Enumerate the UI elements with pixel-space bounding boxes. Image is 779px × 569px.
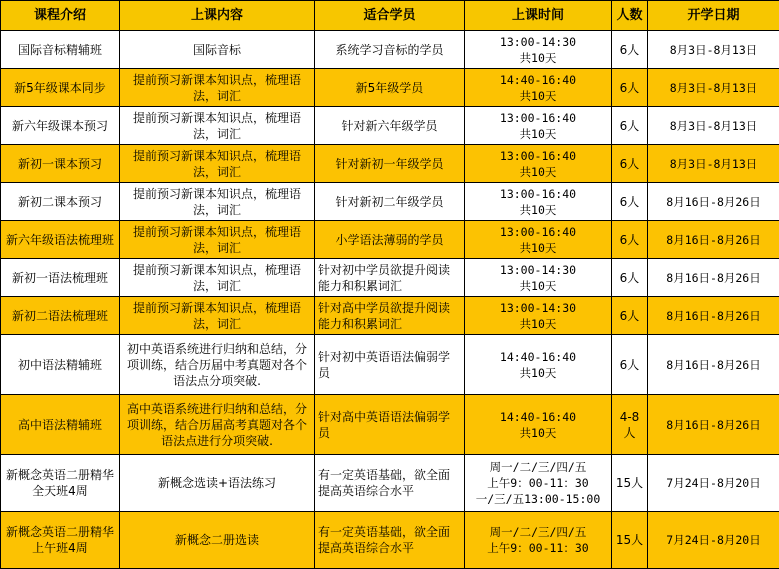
time-line: 13:00-16:40 <box>468 110 608 126</box>
table-row <box>1 31 779 69</box>
size-cell: 15人 <box>612 512 648 569</box>
date-cell: 8月16日-8月26日 <box>648 183 779 221</box>
time-cell <box>465 183 612 221</box>
size-cell: 6人 <box>612 145 648 183</box>
date-cell: 8月16日-8月26日 <box>648 259 779 297</box>
date-cell: 8月16日-8月26日 <box>648 221 779 259</box>
time-line: 14:40-16:40 <box>468 72 608 88</box>
content-cell: 提前预习新课本知识点，梳理语法，词汇 <box>120 107 315 145</box>
time-line: 14:40-16:40 <box>468 349 608 365</box>
course-cell: 高中语法精辅班 <box>1 395 120 455</box>
time-line: 周一/二/三/四/五 <box>468 459 608 475</box>
table-row <box>1 69 779 107</box>
date-cell: 8月3日-8月13日 <box>648 69 779 107</box>
date-cell: 8月3日-8月13日 <box>648 145 779 183</box>
size-cell: 6人 <box>612 259 648 297</box>
course-cell: 新5年级课本同步 <box>1 69 120 107</box>
table-row <box>1 107 779 145</box>
course-cell: 新初一语法梳理班 <box>1 259 120 297</box>
content-cell: 提前预习新课本知识点，梳理语法，词汇 <box>120 183 315 221</box>
date-cell: 7月24日-8月20日 <box>648 512 779 569</box>
time-cell <box>465 31 612 69</box>
time-line: 共10天 <box>468 365 608 381</box>
table-row <box>1 512 779 569</box>
header-students: 适合学员 <box>315 1 465 31</box>
time-line: 共10天 <box>468 164 608 180</box>
time-line: 共10天 <box>468 278 608 294</box>
date-cell: 8月16日-8月26日 <box>648 395 779 455</box>
time-cell <box>465 512 612 569</box>
table-row <box>1 335 779 395</box>
time-line: 上午9：00-11：30 <box>468 475 608 491</box>
time-line: 共10天 <box>468 425 608 441</box>
size-cell: 15人 <box>612 455 648 512</box>
content-cell: 高中英语系统进行归纳和总结，分项训练，结合历届高考真题对各个语法点进行分项突破. <box>120 395 315 455</box>
time-line: 13:00-16:40 <box>468 148 608 164</box>
size-cell: 4-8人 <box>612 395 648 455</box>
time-line: 13:00-14:30 <box>468 34 608 50</box>
date-cell: 8月16日-8月26日 <box>648 297 779 335</box>
size-cell: 6人 <box>612 183 648 221</box>
time-line: 周一/二/三/四/五 <box>468 524 608 540</box>
course-cell: 新初二课本预习 <box>1 183 120 221</box>
content-cell: 提前预习新课本知识点，梳理语法，词汇 <box>120 145 315 183</box>
time-line: 共10天 <box>468 316 608 332</box>
content-cell: 国际音标 <box>120 31 315 69</box>
time-line: 共10天 <box>468 126 608 142</box>
time-line: 共10天 <box>468 202 608 218</box>
time-line: 上午9：00-11：30 <box>468 540 608 556</box>
students-cell: 针对新六年级学员 <box>315 107 465 145</box>
content-cell: 新概念选读+语法练习 <box>120 455 315 512</box>
time-line: 13:00-16:40 <box>468 224 608 240</box>
content-cell: 提前预习新课本知识点，梳理语法，词汇 <box>120 69 315 107</box>
table-row <box>1 259 779 297</box>
time-line: 13:00-14:30 <box>468 300 608 316</box>
time-cell <box>465 221 612 259</box>
table-row <box>1 455 779 512</box>
date-cell: 7月24日-8月20日 <box>648 455 779 512</box>
size-cell: 6人 <box>612 107 648 145</box>
time-cell <box>465 335 612 395</box>
students-cell: 小学语法薄弱的学员 <box>315 221 465 259</box>
course-cell: 新六年级课本预习 <box>1 107 120 145</box>
students-cell: 针对初中学员欲提升阅读能力和积累词汇 <box>315 259 465 297</box>
table-row <box>1 145 779 183</box>
time-line: 共10天 <box>468 50 608 66</box>
time-cell <box>465 455 612 512</box>
course-cell: 新初二语法梳理班 <box>1 297 120 335</box>
content-cell: 提前预习新课本知识点，梳理语法，词汇 <box>120 221 315 259</box>
header-date: 开学日期 <box>648 1 779 31</box>
table-row <box>1 297 779 335</box>
students-cell: 有一定英语基础，欲全面提高英语综合水平 <box>315 512 465 569</box>
date-cell: 8月3日-8月13日 <box>648 31 779 69</box>
header-course: 课程介绍 <box>1 1 120 31</box>
size-cell: 6人 <box>612 69 648 107</box>
size-cell: 6人 <box>612 221 648 259</box>
content-cell: 提前预习新课本知识点，梳理语法，词汇 <box>120 297 315 335</box>
course-cell: 新概念英语二册精华全天班4周 <box>1 455 120 512</box>
content-cell: 新概念二册选读 <box>120 512 315 569</box>
course-cell: 新六年级语法梳理班 <box>1 221 120 259</box>
size-cell: 6人 <box>612 335 648 395</box>
time-cell <box>465 395 612 455</box>
table-row <box>1 395 779 455</box>
time-cell <box>465 69 612 107</box>
students-cell: 新5年级学员 <box>315 69 465 107</box>
header-row <box>1 1 779 31</box>
students-cell: 针对新初二年级学员 <box>315 183 465 221</box>
course-cell: 国际音标精辅班 <box>1 31 120 69</box>
students-cell: 针对高中学员欲提升阅读能力和积累词汇 <box>315 297 465 335</box>
students-cell: 针对高中英语语法偏弱学员 <box>315 395 465 455</box>
time-cell <box>465 297 612 335</box>
size-cell: 6人 <box>612 297 648 335</box>
content-cell: 提前预习新课本知识点，梳理语法，词汇 <box>120 259 315 297</box>
size-cell: 6人 <box>612 31 648 69</box>
students-cell: 针对初中英语语法偏弱学员 <box>315 335 465 395</box>
header-size: 人数 <box>612 1 648 31</box>
time-line: 共10天 <box>468 88 608 104</box>
time-line: 14:40-16:40 <box>468 409 608 425</box>
time-line: 一/三/五13:00-15:00 <box>468 491 608 507</box>
table-row <box>1 183 779 221</box>
course-cell: 新概念英语二册精华上午班4周 <box>1 512 120 569</box>
students-cell: 针对新初一年级学员 <box>315 145 465 183</box>
time-cell <box>465 259 612 297</box>
time-line: 13:00-16:40 <box>468 186 608 202</box>
time-line: 13:00-14:30 <box>468 262 608 278</box>
header-content: 上课内容 <box>120 1 315 31</box>
time-cell <box>465 107 612 145</box>
students-cell: 有一定英语基础，欲全面提高英语综合水平 <box>315 455 465 512</box>
date-cell: 8月16日-8月26日 <box>648 335 779 395</box>
course-cell: 新初一课本预习 <box>1 145 120 183</box>
date-cell: 8月3日-8月13日 <box>648 107 779 145</box>
time-line: 共10天 <box>468 240 608 256</box>
content-cell: 初中英语系统进行归纳和总结，分项训练，结合历届中考真题对各个语法点分项突破. <box>120 335 315 395</box>
table-row <box>1 221 779 259</box>
students-cell: 系统学习音标的学员 <box>315 31 465 69</box>
course-cell: 初中语法精辅班 <box>1 335 120 395</box>
header-time: 上课时间 <box>465 1 612 31</box>
time-cell <box>465 145 612 183</box>
